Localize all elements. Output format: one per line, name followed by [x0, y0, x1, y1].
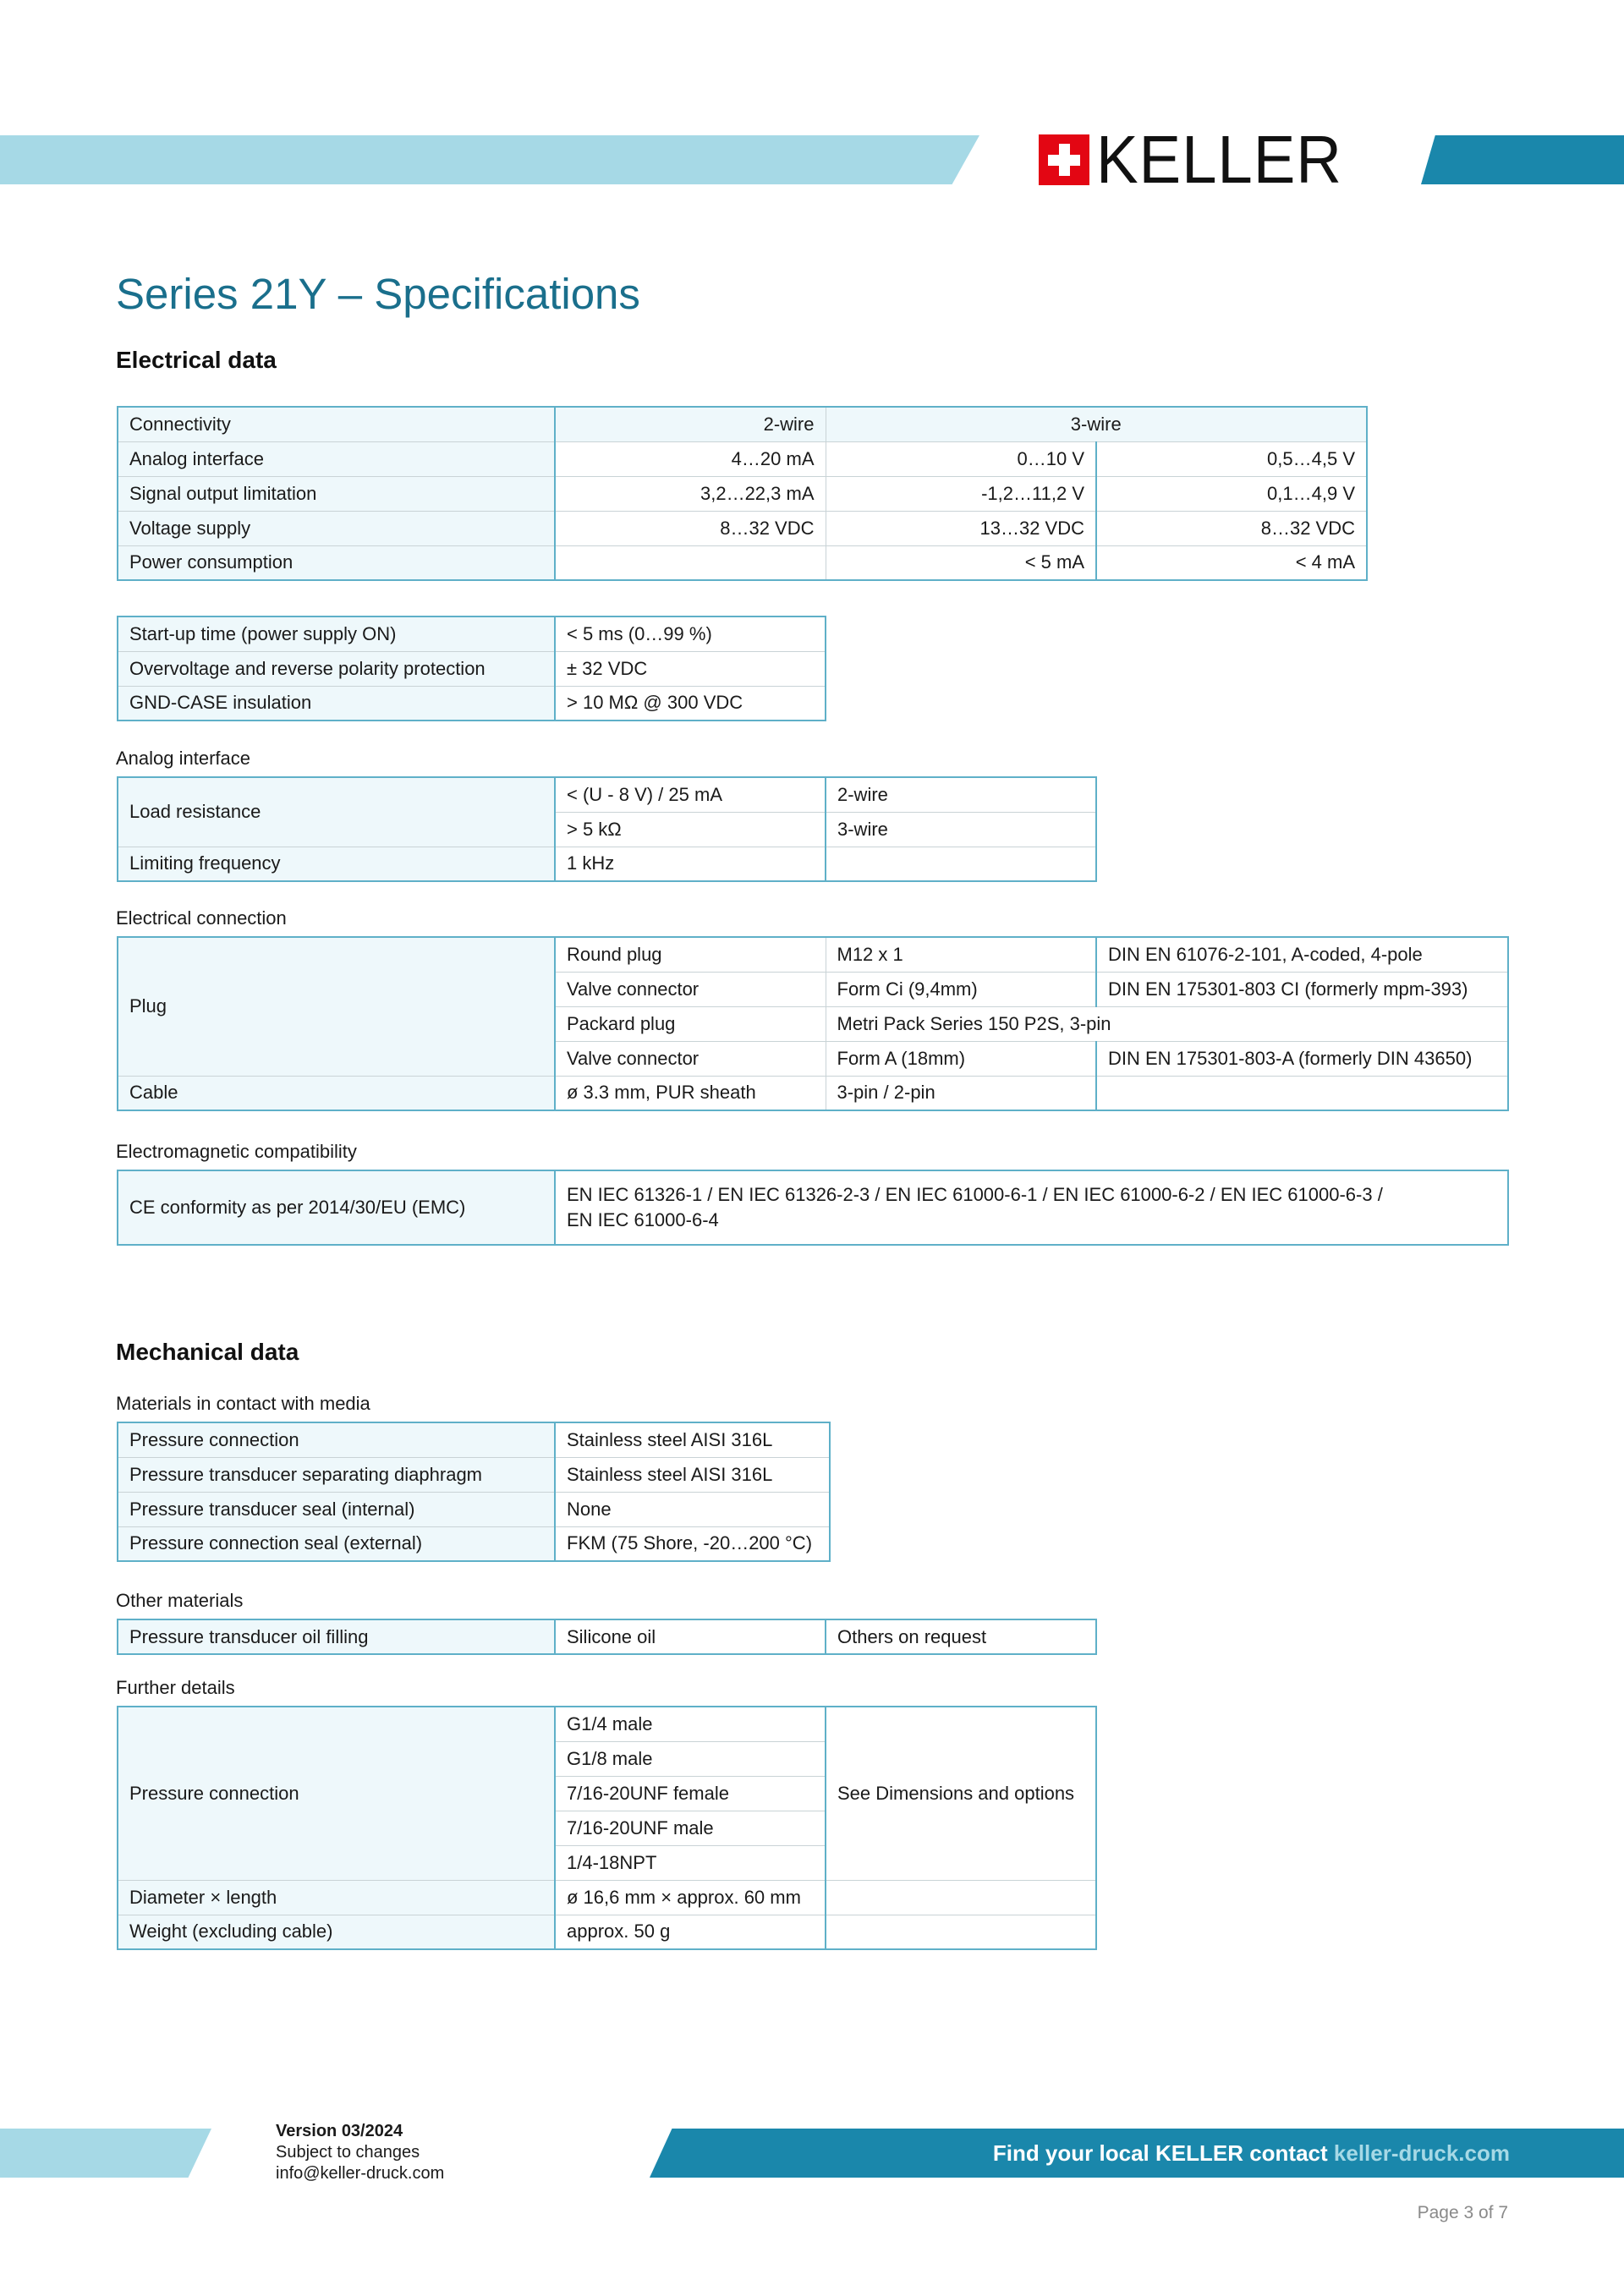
table-cell: ø 3.3 mm, PUR sheath [555, 1076, 826, 1110]
table-cell: None [555, 1492, 830, 1526]
table-cell: 4…20 mA [555, 441, 826, 476]
subheading-emc: Electromagnetic compatibility [116, 1141, 357, 1162]
subheading-electrical-connection: Electrical connection [116, 907, 287, 929]
table-cell: 0…10 V [826, 441, 1096, 476]
table-row [118, 1492, 830, 1526]
table-cell: Valve connector [555, 1041, 826, 1076]
table-cell: 13…32 VDC [826, 511, 1096, 545]
table-cell [826, 847, 1096, 881]
table-row [118, 1422, 830, 1457]
emc-table [117, 1170, 1509, 1246]
table-row [118, 1880, 1096, 1915]
section-heading-electrical: Electrical data [116, 347, 277, 373]
row-label: Pressure connection [118, 1707, 555, 1880]
footer-contact [993, 2140, 1510, 2167]
footer-contact-text: Find your local KELLER contact [992, 2140, 1328, 2166]
row-label: Pressure transducer oil filling [118, 1619, 555, 1654]
table-cell: Packard plug [555, 1006, 826, 1041]
table-row [118, 847, 1096, 881]
table-row [118, 1457, 830, 1492]
table-row [118, 1619, 1096, 1654]
row-label: Pressure transducer seal (internal) [118, 1492, 555, 1526]
table-row [118, 407, 1367, 441]
table-cell: > 10 MΩ @ 300 VDC [555, 686, 826, 721]
row-label: Cable [118, 1076, 555, 1110]
table-cell: DIN EN 175301-803 CI (formerly mpm-393) [1096, 972, 1508, 1006]
table-cell: 7/16-20UNF female [555, 1776, 826, 1811]
table-cell: Round plug [555, 937, 826, 972]
table-cell: Form A (18mm) [826, 1041, 1096, 1076]
table-row [118, 777, 1096, 812]
table-cell: 2-wire [826, 777, 1096, 812]
table-row [118, 441, 1367, 476]
row-label: Weight (excluding cable) [118, 1915, 555, 1949]
subheading-media-contact: Materials in contact with media [116, 1393, 370, 1414]
table-row [118, 686, 826, 721]
table-cell: DIN EN 61076-2-101, A-coded, 4-pole [1096, 937, 1508, 972]
footer-contact-link[interactable]: keller-druck.com [1333, 2140, 1510, 2166]
table-cell: 0,5…4,5 V [1096, 441, 1367, 476]
table-cell: > 5 kΩ [555, 812, 826, 847]
table-row [118, 616, 826, 651]
table-cell: < 5 mA [826, 545, 1096, 580]
row-label: Start-up time (power supply ON) [118, 616, 555, 651]
row-label: Analog interface [118, 441, 555, 476]
table-row [118, 1170, 1508, 1245]
row-label: CE conformity as per 2014/30/EU (EMC) [118, 1170, 555, 1245]
table-cell: 1/4-18NPT [555, 1845, 826, 1880]
table-row [118, 1915, 1096, 1949]
electrical-connection-table [117, 936, 1509, 1111]
table-cell: G1/4 male [555, 1707, 826, 1741]
table-cell: 1 kHz [555, 847, 826, 881]
table-cell: Stainless steel AISI 316L [555, 1457, 830, 1492]
table-cell [826, 1915, 1096, 1949]
row-label: Connectivity [118, 407, 555, 441]
footer-info [276, 2121, 444, 2184]
table-cell: 8…32 VDC [555, 511, 826, 545]
other-materials-table [117, 1619, 1097, 1655]
table-cell: M12 x 1 [826, 937, 1096, 972]
row-label: Limiting frequency [118, 847, 555, 881]
row-label: GND-CASE insulation [118, 686, 555, 721]
table-cell: 0,1…4,9 V [1096, 476, 1367, 511]
row-label: Voltage supply [118, 511, 555, 545]
table-cell: Form Ci (9,4mm) [826, 972, 1096, 1006]
emc-standards-line-2: EN IEC 61000-6-4 [567, 1209, 719, 1230]
table-cell: See Dimensions and options [826, 1707, 1096, 1880]
row-label: Pressure transducer separating diaphragm [118, 1457, 555, 1492]
table-cell: ± 32 VDC [555, 651, 826, 686]
brand-name: KELLER [1096, 122, 1342, 197]
swiss-cross-icon [1039, 134, 1089, 185]
row-label: Diameter × length [118, 1880, 555, 1915]
table-cell: approx. 50 g [555, 1915, 826, 1949]
table-cell [555, 545, 826, 580]
table-cell: 3-pin / 2-pin [826, 1076, 1096, 1110]
electrical-main-table [117, 406, 1368, 581]
subheading-other-materials: Other materials [116, 1590, 244, 1611]
table-cell: DIN EN 175301-803-A (formerly DIN 43650) [1096, 1041, 1508, 1076]
footer-subject: Subject to changes [276, 2143, 420, 2162]
table-cell: Valve connector [555, 972, 826, 1006]
section-heading-mechanical: Mechanical data [116, 1339, 299, 1365]
header-band-dark [1421, 135, 1624, 184]
table-row [118, 511, 1367, 545]
header-band-light [0, 135, 979, 184]
analog-interface-table [117, 776, 1097, 882]
table-cell: 3-wire [826, 812, 1096, 847]
table-cell: Stainless steel AISI 316L [555, 1422, 830, 1457]
table-cell: 3,2…22,3 mA [555, 476, 826, 511]
keller-logo [1039, 122, 1361, 197]
table-cell: Others on request [826, 1619, 1096, 1654]
table-cell [1096, 1076, 1508, 1110]
row-label: Pressure connection seal (external) [118, 1526, 555, 1561]
row-label: Power consumption [118, 545, 555, 580]
table-row [118, 545, 1367, 580]
emc-standards-line-1: EN IEC 61326-1 / EN IEC 61326-2-3 / EN IEC 61000-6-1 / EN IEC 61000-6-2 / EN IEC 61000-6-3 / [567, 1184, 1383, 1205]
table-row [118, 1526, 830, 1561]
further-details-table [117, 1706, 1097, 1950]
row-label: Plug [118, 937, 555, 1076]
table-cell [555, 1170, 1508, 1245]
table-cell: G1/8 male [555, 1741, 826, 1776]
row-label: Overvoltage and reverse polarity protection [118, 651, 555, 686]
table-row [118, 1076, 1508, 1110]
table-cell: < 5 ms (0…99 %) [555, 616, 826, 651]
footer-band-light [0, 2129, 211, 2178]
footer-version: Version 03/2024 [276, 2122, 403, 2140]
table-cell: Metri Pack Series 150 P2S, 3-pin [826, 1006, 1508, 1041]
table-row [118, 651, 826, 686]
row-label: Load resistance [118, 777, 555, 847]
row-label: Pressure connection [118, 1422, 555, 1457]
table-row [118, 476, 1367, 511]
cell-2wire: 2-wire [555, 407, 826, 441]
row-label: Signal output limitation [118, 476, 555, 511]
table-cell [826, 1880, 1096, 1915]
table-cell: 8…32 VDC [1096, 511, 1367, 545]
table-cell: < (U - 8 V) / 25 mA [555, 777, 826, 812]
subheading-further-details: Further details [116, 1677, 235, 1698]
media-contact-table [117, 1422, 831, 1562]
subheading-analog-interface: Analog interface [116, 748, 250, 769]
page-number: Page 3 of 7 [1417, 2203, 1508, 2222]
table-cell: FKM (75 Shore, -20…200 °C) [555, 1526, 830, 1561]
table-cell: < 4 mA [1096, 545, 1367, 580]
table-row [118, 1707, 1096, 1741]
table-cell: Silicone oil [555, 1619, 826, 1654]
footer-email[interactable]: info@keller-druck.com [276, 2164, 445, 2183]
page-title: Series 21Y – Specifications [116, 270, 640, 318]
table-cell: 7/16-20UNF male [555, 1811, 826, 1845]
table-cell: -1,2…11,2 V [826, 476, 1096, 511]
table-cell: ø 16,6 mm × approx. 60 mm [555, 1880, 826, 1915]
cell-3wire: 3-wire [826, 407, 1367, 441]
electrical-general-table [117, 616, 826, 721]
table-row [118, 937, 1508, 972]
